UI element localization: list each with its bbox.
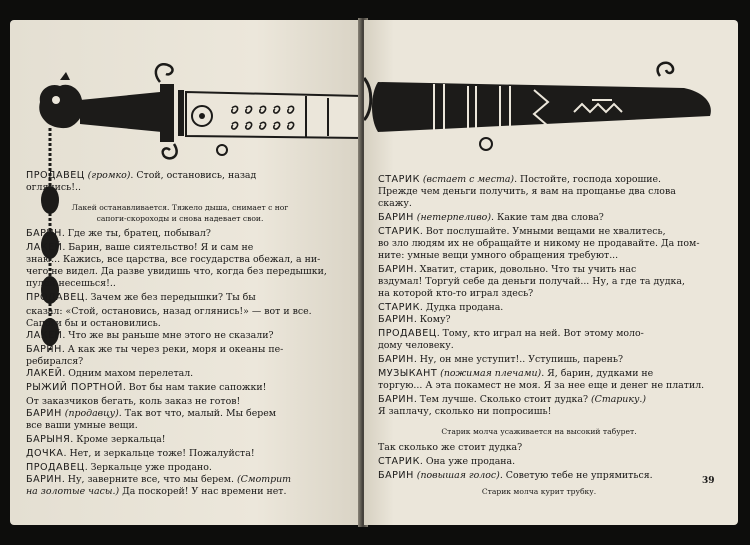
text-segment: оглянись!.. (26, 182, 82, 193)
text-segment: ните: умные вещи умного обращения требуют... (378, 250, 619, 261)
sword-grip (80, 92, 162, 132)
text-segment: От заказчиков бегать, коль заказ не готов! (26, 396, 241, 407)
text-line (26, 228, 211, 240)
text-line (26, 434, 166, 446)
text-line (26, 330, 274, 342)
text-segment: на которой кто-то играл здесь? (378, 288, 534, 299)
speaker-name: МУЗЫКАНТ (378, 368, 438, 379)
text-line (26, 266, 327, 278)
text-segment: . Одним махом перелетал. (62, 368, 194, 379)
text-line (26, 242, 253, 254)
text-segment: сказал: «Стой, остановись, назад оглянись!» — вот и все. (26, 306, 312, 317)
text-segment: вздумал! Торгуй себе да деньги получай... Ну, а где та дудка, (378, 276, 685, 287)
text-line (364, 486, 714, 498)
text-line (26, 278, 116, 290)
text-line (378, 442, 522, 454)
text-line (378, 212, 604, 224)
speaker-name: БАРИН (26, 474, 62, 485)
text-segment: (повышая голос) (413, 470, 500, 481)
text-segment: чего не видел. Да разве увидишь что, когда без передышки, (26, 266, 327, 277)
speaker-name: ПРОДАВЕЦ (26, 462, 85, 473)
page-number: 39 (702, 476, 715, 486)
text-line (26, 170, 256, 182)
text-segment: во зло людям их не обращайте и никому не продавайте. Да пом- (378, 238, 700, 249)
text-line (378, 314, 451, 326)
text-segment: ребирался? (26, 356, 84, 367)
text-segment: . Зачем же без передышки? Ты бы (84, 292, 256, 303)
speaker-name: ПРОДАВЕЦ (26, 292, 85, 303)
text-segment: знаю... Кажись, все царства, все государства обежал, а ни- (26, 254, 321, 265)
text-segment: (нетерпеливо) (413, 212, 491, 223)
text-line (378, 276, 685, 288)
text-line (26, 420, 138, 432)
speaker-name: ДОЧКА (26, 448, 64, 459)
speaker-name: ПРОДАВЕЦ (26, 170, 85, 181)
speaker-name: БАРИН (26, 408, 62, 419)
text-segment: . Хватит, старик, довольно. Что ты учить нас (413, 264, 637, 275)
text-segment: Да поскорей! У нас времени нет. (119, 486, 287, 497)
text-line (364, 426, 714, 438)
text-line (26, 344, 283, 356)
text-line (26, 182, 81, 194)
text-segment: Я заплачу, сколько ни попросишь! (378, 406, 552, 417)
text-line (26, 448, 255, 460)
speaker-name: СТАРИК (378, 226, 420, 237)
text-segment: (встает с места) (419, 174, 515, 185)
speaker-name: РЫЖИЙ ПОРТНОЙ (26, 382, 123, 393)
text-segment: . Вот послушайте. Умными вещами не хвалитесь, (419, 226, 666, 237)
speaker-name: БАРИН (378, 314, 414, 325)
right-page (364, 20, 738, 525)
text-segment: . Нет, и зеркальце тоже! Пожалуйста! (63, 448, 255, 459)
text-segment: . Зеркальце уже продано. (84, 462, 212, 473)
scabbard-illustration (364, 20, 738, 160)
speaker-name: ПРОДАВЕЦ (378, 328, 437, 339)
text-line (10, 213, 350, 225)
text-segment: . Тем лучше. Сколько стоит дудка? (413, 394, 591, 405)
text-line (378, 264, 636, 276)
text-line (378, 186, 676, 198)
speaker-name: ЛАКЕЙ (26, 330, 63, 341)
text-line (378, 380, 704, 392)
speaker-name: БАРИН (26, 228, 62, 239)
text-line (378, 368, 653, 380)
text-line (378, 394, 646, 406)
text-segment: Лакей останавливается. Тяжело дыша, снимает с ног (71, 203, 289, 212)
text-segment: дому человеку. (378, 340, 454, 351)
text-segment: (пожимая плечами) (437, 368, 542, 379)
speaker-name: БАРЫНЯ (26, 434, 71, 445)
text-line (26, 462, 212, 474)
text-segment: . Я, барин, дудками не (541, 368, 654, 379)
text-segment: (Старику.) (591, 394, 647, 405)
text-segment: сапоги-скороходы и снова надевает свои. (96, 214, 264, 223)
speaker-name: БАРИН (378, 354, 414, 365)
text-segment: . Какие там два слова? (490, 212, 604, 223)
text-segment: Прежде чем деньги получить, я вам на прощанье два слова (378, 186, 676, 197)
text-segment: Сапоги бы и остановились. (26, 318, 161, 329)
text-segment: . Она уже продана. (419, 456, 516, 467)
speaker-name: БАРИН (378, 394, 414, 405)
text-segment: . Дудка продана. (419, 302, 504, 313)
text-segment: . Ну, он мне уступит!.. Уступишь, парень? (413, 354, 624, 365)
text-line (26, 474, 291, 486)
text-segment: Старик молча курит трубку. (481, 487, 597, 496)
text-segment: Старик молча усаживается на высокий табурет. (441, 427, 637, 436)
text-segment: (продавцу) (61, 408, 119, 419)
text-line (378, 174, 661, 186)
text-segment: . Ну, заверните все, что мы берем. (61, 474, 237, 485)
text-line (26, 254, 320, 266)
text-line (26, 382, 266, 394)
text-segment: . Так вот что, малый. Мы берем (118, 408, 277, 419)
text-line (378, 250, 618, 262)
speaker-name: БАРИН (378, 470, 414, 481)
text-line (378, 238, 700, 250)
speaker-name: БАРИН (378, 212, 414, 223)
text-line (26, 396, 240, 408)
text-segment: торгую... А эта покамест не моя. Я за нее еще и денег не платил. (378, 380, 705, 391)
text-segment: . Барин, ваше сиятельство! Я и сам не (62, 242, 254, 253)
speaker-name: ЛАКЕЙ (26, 242, 63, 253)
text-line (378, 354, 623, 366)
text-segment: (громко) (84, 170, 131, 181)
text-segment: все ваши умные вещи. (26, 420, 138, 431)
speaker-name: СТАРИК (378, 456, 420, 467)
text-line (378, 406, 551, 418)
text-segment: . Что же вы раньше мне этого не сказали? (62, 330, 274, 341)
text-segment: . Вот бы нам такие сапожки! (122, 382, 267, 393)
text-segment: скажу. (378, 198, 412, 209)
text-line (26, 486, 286, 498)
text-line (378, 226, 666, 238)
speaker-name: СТАРИК (378, 302, 420, 313)
text-segment: . Кому? (413, 314, 451, 325)
text-line (378, 456, 515, 468)
text-line (26, 292, 256, 304)
text-segment: . Стой, остановись, назад (130, 170, 257, 181)
text-segment: (Смотрит (236, 474, 292, 485)
text-segment: . Советую тебе не упрямиться. (499, 470, 653, 481)
text-segment: . Тому, кто играл на ней. Вот этому моло- (436, 328, 644, 339)
text-line (26, 356, 83, 368)
text-segment: . Где же ты, братец, побывал? (61, 228, 211, 239)
speaker-name: БАРИН (378, 264, 414, 275)
text-line (26, 368, 193, 380)
text-line (378, 198, 412, 210)
text-line (26, 306, 312, 318)
text-line (378, 288, 533, 300)
text-segment: . Постойте, господа хорошие. (514, 174, 662, 185)
text-line (378, 328, 644, 340)
text-segment: . Кроме зеркальца! (70, 434, 166, 445)
speaker-name: ЛАКЕЙ (26, 368, 63, 379)
text-line (378, 340, 454, 352)
text-segment: на золотые часы.) (26, 486, 120, 497)
text-line (26, 408, 276, 420)
text-segment: пулей несешься!.. (26, 278, 116, 289)
speaker-name: БАРИН (26, 344, 62, 355)
speaker-name: СТАРИК (378, 174, 420, 185)
text-line (378, 470, 653, 482)
text-segment: . А как же ты через реки, моря и океаны пе- (61, 344, 284, 355)
text-segment: Так сколько же стоит дудка? (378, 442, 523, 453)
left-page (10, 20, 362, 525)
text-line (378, 302, 503, 314)
text-line (26, 318, 161, 330)
pommel-head (39, 85, 83, 128)
